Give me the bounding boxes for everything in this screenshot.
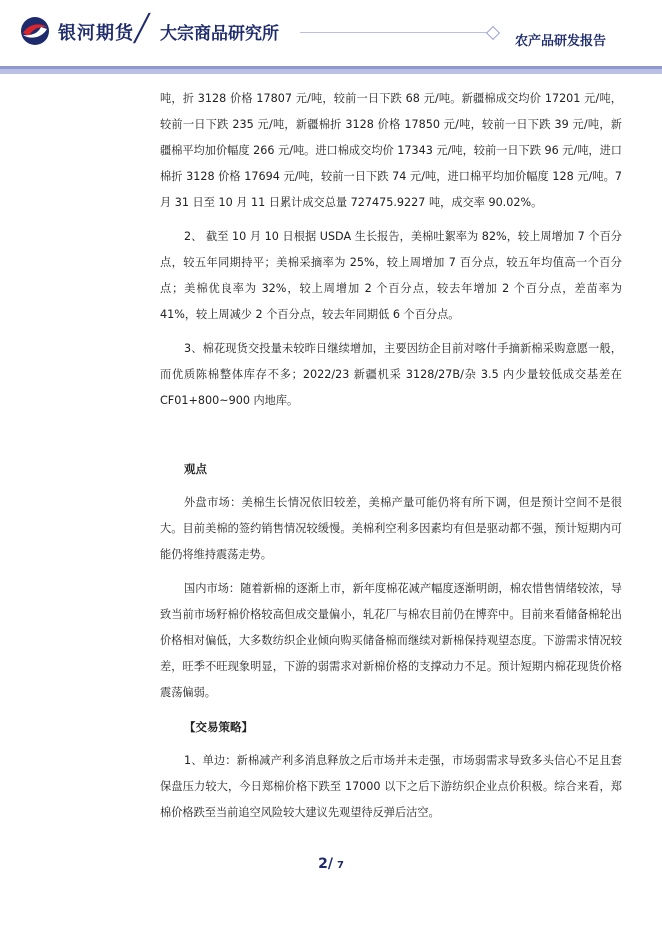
section-title-viewpoint: 观点 [184, 462, 207, 476]
header-bar-accent [0, 66, 662, 69]
paragraph-overseas-market: 外盘市场：美棉生长情况依旧较差，美棉产量可能仍将有所下调，但是预计空间不是很大。目前美棉的签约销售情况较缓慢。美棉利空利多因素均有但是驱动都不强，预计短期内可能仍将维持震荡走势。 [160, 496, 622, 561]
paragraph-usda-report: 2、 截至 10 月 10 日根据 USDA 生长报告，美棉吐絮率为 82%，较上周增加 7 个百分点，较五年同期持平；美棉采摘率为 25%，较上周增加 7 百分点，较五年均值高一个百分点；美棉优良率为 32%，较上周增加 2 个百分点，较去年增加 2 个百分点，差苗率为 41%，较上周减少 2 个百分点，较去年同期低 6 个百分点。 [160, 230, 622, 321]
galaxy-logo-icon [20, 16, 50, 46]
total-pages: 7 [336, 860, 344, 871]
brand-name: 银河期货 [58, 23, 134, 44]
report-type-label: 农产品研发报告 [515, 34, 607, 49]
page-number [0, 856, 662, 872]
paragraph-price-summary: 吨，折 3128 价格 17807 元/吨，较前一日下跌 68 元/吨。新疆棉成交均价 17201 元/吨，较前一日下跌 235 元/吨，新疆棉折 3128 价格 17850 元/吨，较前一日下跌 39 元/吨，新疆棉平均加价幅度 266 元/吨。进口棉成交均价 17343 元/吨，较前一日下跌 96 元/吨，进口棉折 3128 价格 17694 元/吨，较前一日下跌 74 元/吨，进口棉平均加价幅度 128 元/吨。7 月 31 日至 10 月 11 日累计成交总量 727475.9227 吨，成交率 90.02%。 [160, 92, 622, 209]
current-page: 2/ [318, 856, 333, 872]
paragraph-strategy-single: 1、单边：新棉减产利多消息释放之后市场并未走强，市场弱需求导致多头信心不足且套保盘压力较大，今日郑棉价格下跌至 17000 以下之后下游纺织企业点价积极。综合来看，郑棉价格跌至当前追空风险较大建议先观望待反弹后沽空。 [160, 754, 622, 819]
report-body [160, 86, 622, 834]
paragraph-spot-trading: 3、棉花现货交投量未较昨日继续增加，主要因纺企目前对喀什手摘新棉采购意愿一般，而优质陈棉整体库存不多；2022/23 新疆机采 3128/27B/杂 3.5 内少量较低成交基差在 CF01+800~900 内地库。 [160, 342, 622, 407]
paragraph-domestic-market: 国内市场：随着新棉的逐渐上市，新年度棉花减产幅度逐渐明朗，棉农惜售情绪较浓，导致当前市场籽棉价格较高但成交量偏小，轧花厂与棉农目前仍在博弈中。目前来看储备棉轮出价格相对偏低，大多数纺织企业倾向购买储备棉而继续对新棉保持观望态度。下游需求情况较差，旺季不旺现象明显，下游的弱需求对新棉价格的支撑动力不足。预计短期内棉花现货价格震荡偏弱。 [160, 582, 622, 699]
institute-name: 大宗商品研究所 [160, 24, 279, 44]
section-title-strategy: 【交易策略】 [184, 720, 253, 734]
diamond-icon [486, 26, 500, 40]
header-decoration-line [300, 32, 490, 33]
header-divider: ╱ [134, 14, 150, 44]
page-header [0, 0, 662, 72]
